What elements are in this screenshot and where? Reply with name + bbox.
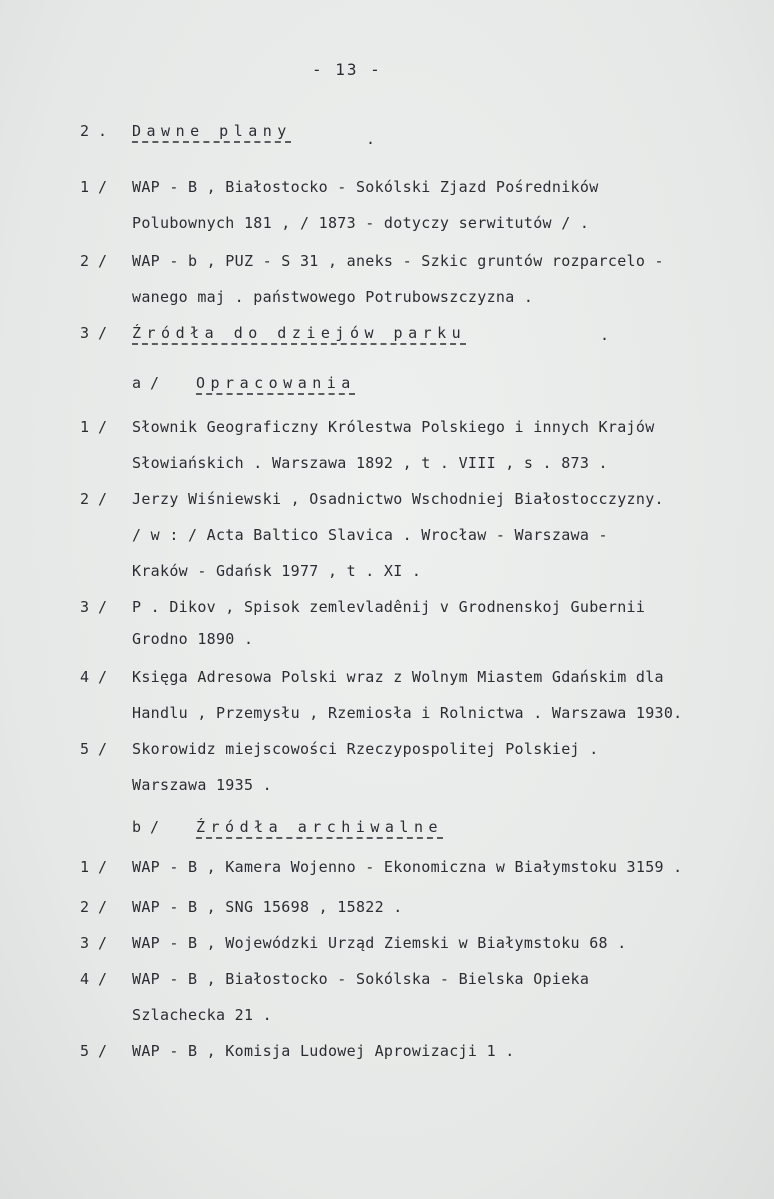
reference-line: P . Dikov , Spisok zemlevladênij v Grodnenskoj Gubernii bbox=[132, 598, 646, 616]
subsection-b-title: Źródła archiwalne bbox=[196, 818, 444, 836]
plan-item-line: wanego maj . państwowego Potrubowszczyzna . bbox=[132, 288, 534, 306]
section-number: 2 . bbox=[80, 122, 108, 140]
reference-line: Jerzy Wiśniewski , Osadnictwo Wschodniej Białostocczyzny. bbox=[132, 490, 664, 508]
reference-line: Kraków - Gdańsk 1977 , t . XI . bbox=[132, 562, 422, 580]
archive-item-line: WAP - B , Wojewódzki Urząd Ziemski w Białymstoku 68 . bbox=[132, 934, 627, 952]
plan-item-line: Polubownych 181 , / 1873 - dotyczy serwitutów / . bbox=[132, 214, 590, 232]
reference-line: Słowiańskich . Warszawa 1892 , t . VIII , s . 873 . bbox=[132, 454, 608, 472]
archive-item-line: Szlachecka 21 . bbox=[132, 1006, 272, 1024]
archive-item-line: WAP - B , Komisja Ludowej Aprowizacji 1 . bbox=[132, 1042, 515, 1060]
archive-item-number: 3 / bbox=[80, 934, 108, 952]
reference-number: 4 / bbox=[80, 668, 108, 686]
reference-line: Grodno 1890 . bbox=[132, 630, 254, 648]
sources-title-tail: . bbox=[600, 326, 610, 344]
plan-item-number: 2 / bbox=[80, 252, 108, 270]
reference-line: Handlu , Przemysłu , Rzemiosła i Rolnictwa . Warszawa 1930. bbox=[132, 704, 683, 722]
reference-number: 3 / bbox=[80, 598, 108, 616]
archive-item-line: WAP - B , Kamera Wojenno - Ekonomiczna w Białymstoku 3159 . bbox=[132, 858, 683, 876]
reference-line: Słownik Geograficzny Królestwa Polskiego i innych Krajów bbox=[132, 418, 655, 436]
reference-line: Skorowidz miejscowości Rzeczypospolitej Polskiej . bbox=[132, 740, 599, 758]
reference-number: 1 / bbox=[80, 418, 108, 436]
archive-item-number: 1 / bbox=[80, 858, 108, 876]
reference-number: 2 / bbox=[80, 490, 108, 508]
page-number: - 13 - bbox=[312, 60, 382, 79]
sources-number: 3 / bbox=[80, 324, 108, 342]
archive-item-line: WAP - B , Białostocko - Sokólska - Bielska Opieka bbox=[132, 970, 590, 988]
subsection-a-label: a / bbox=[132, 374, 160, 392]
sources-title: Źródła do dziejów parku bbox=[132, 324, 467, 342]
reference-line: Warszawa 1935 . bbox=[132, 776, 272, 794]
reference-line: / w : / Acta Baltico Slavica . Wrocław - Warszawa - bbox=[132, 526, 608, 544]
plan-item-line: WAP - B , Białostocko - Sokólski Zjazd Pośredników bbox=[132, 178, 599, 196]
archive-item-number: 4 / bbox=[80, 970, 108, 988]
reference-line: Księga Adresowa Polski wraz z Wolnym Miastem Gdańskim dla bbox=[132, 668, 664, 686]
archive-item-line: WAP - B , SNG 15698 , 15822 . bbox=[132, 898, 403, 916]
archive-item-number: 2 / bbox=[80, 898, 108, 916]
plan-item-line: WAP - b , PUZ - S 31 , aneks - Szkic gruntów rozparcelo - bbox=[132, 252, 664, 270]
subsection-b-label: b / bbox=[132, 818, 160, 836]
plan-item-number: 1 / bbox=[80, 178, 108, 196]
section-title-tail: . bbox=[366, 130, 376, 148]
reference-number: 5 / bbox=[80, 740, 108, 758]
archive-item-number: 5 / bbox=[80, 1042, 108, 1060]
section-title: Dawne plany bbox=[132, 122, 292, 140]
subsection-a-title: Opracowania bbox=[196, 374, 356, 392]
